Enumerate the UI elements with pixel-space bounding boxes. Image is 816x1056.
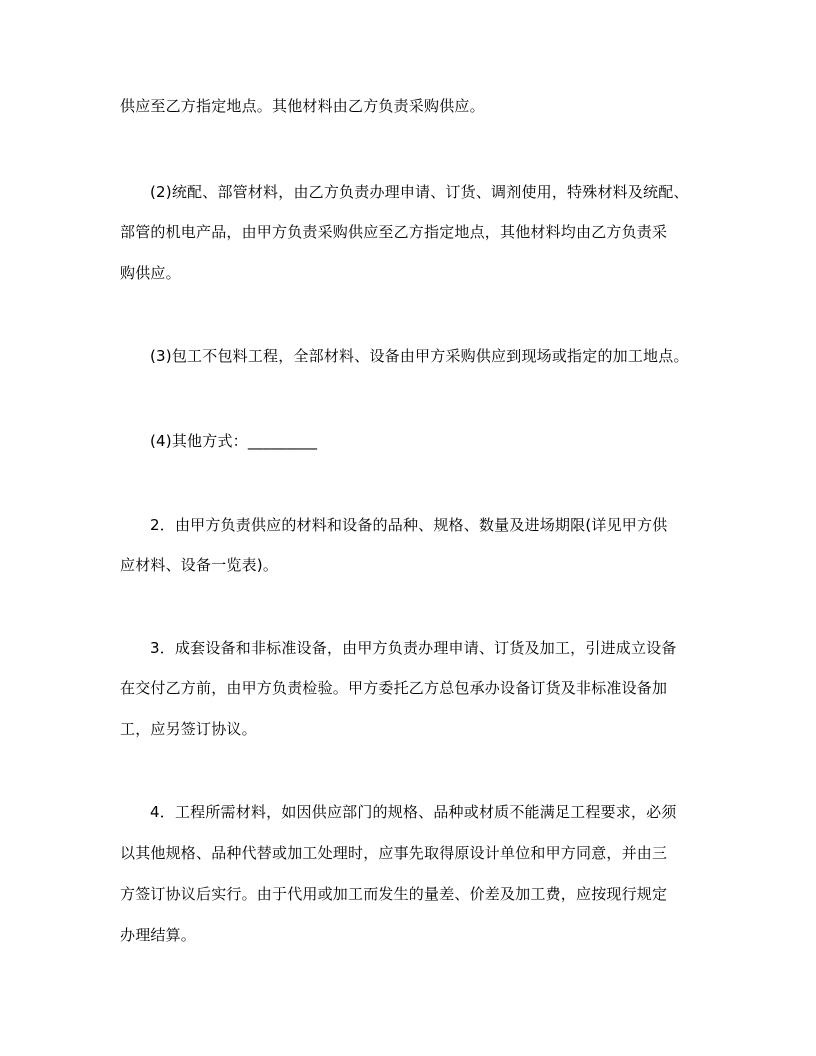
text-line-6: (4)其他方式：_________	[150, 432, 318, 450]
text-line-10: 在交付乙方前，由甲方负责检验。甲方委托乙方总包承办设备订货及非标准设备加	[120, 679, 668, 697]
text-line-1: 供应至乙方指定地点。其他材料由乙方负责采购供应。	[120, 97, 485, 115]
text-line-14: 方签订协议后实行。由于代用或加工而发生的量差、价差及加工费，应按现行规定	[120, 885, 668, 903]
text-line-12: 4．工程所需材料，如因供应部门的规格、品种或材质不能满足工程要求，必须	[150, 803, 677, 821]
text-line-15: 办理结算。	[120, 926, 197, 944]
text-line-8: 应材料、设备一览表)。	[120, 556, 279, 574]
text-line-11: 工，应另签订协议。	[120, 720, 257, 738]
text-line-3: 部管的机电产品，由甲方负责采购供应至乙方指定地点，其他材料均由乙方负责采	[120, 223, 668, 241]
text-line-2: (2)统配、部管材料，由乙方负责办理申请、订货、调剂使用，特殊材料及统配、	[150, 183, 689, 201]
text-line-4: 购供应。	[120, 264, 181, 282]
text-line-13: 以其他规格、品种代替或加工处理时，应事先取得原设计单位和甲方同意，并由三	[120, 844, 668, 862]
text-line-5: (3)包工不包料工程，全部材料、设备由甲方采购供应到现场或指定的加工地点。	[150, 347, 689, 365]
text-line-9: 3．成套设备和非标准设备，由甲方负责办理申请、订货及加工，引进成立设备	[150, 639, 677, 657]
text-line-7: 2．由甲方负责供应的材料和设备的品种、规格、数量及进场期限(详见甲方供	[150, 516, 668, 534]
